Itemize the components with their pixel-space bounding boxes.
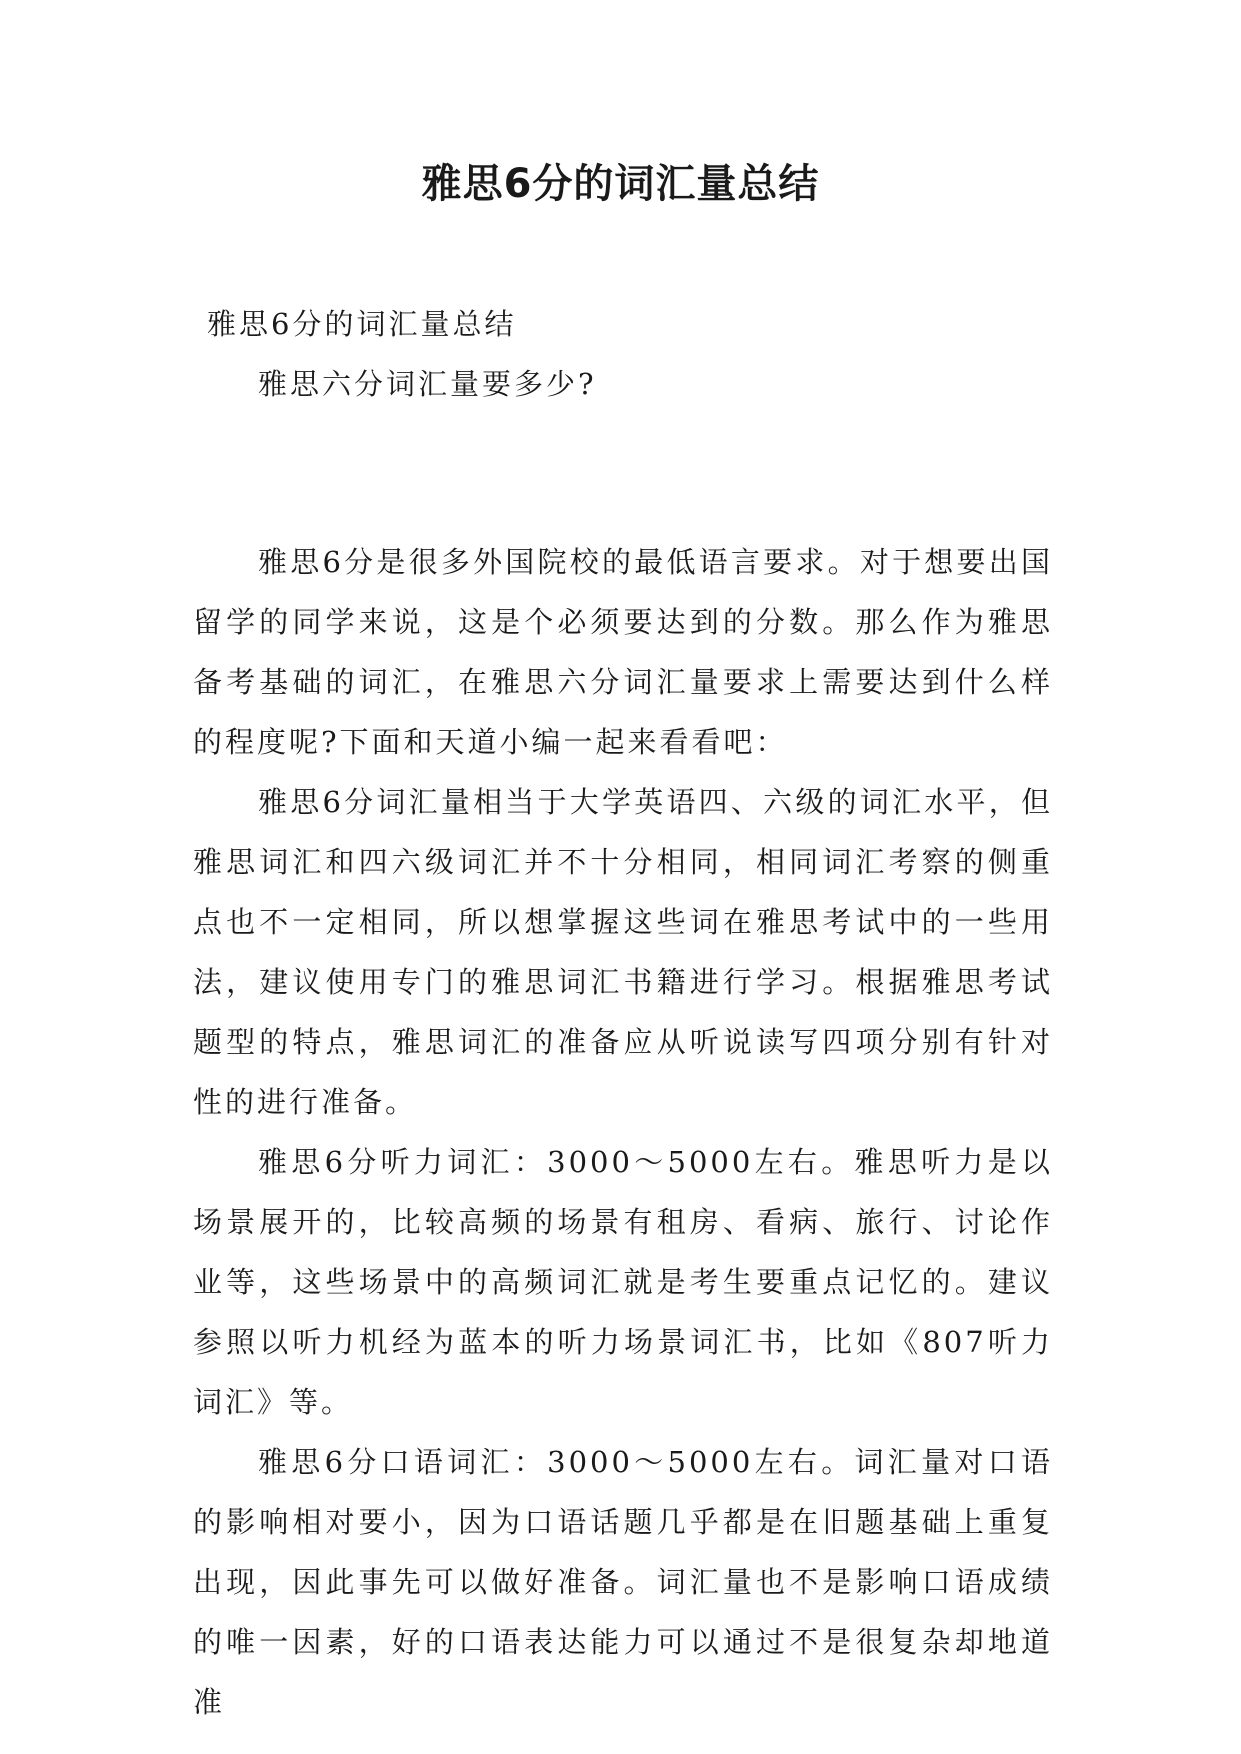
- paragraph-spacer: [193, 414, 1053, 532]
- paragraph-intro: 雅思6分是很多外国院校的最低语言要求。对于想要出国留学的同学来说，这是个必须要达到的分数。那么作为雅思备考基础的词汇，在雅思六分词汇量要求上需要达到什么样的程度呢?下面和天道小编一起来看看吧：: [193, 545, 1053, 759]
- document-title: 雅思6分的词汇量总结: [421, 161, 820, 207]
- paragraph-vocab-level: 雅思6分词汇量相当于大学英语四、六级的词汇水平，但雅思词汇和四六级词汇并不十分相同，相同词汇考察的侧重点也不一定相同，所以想掌握这些词在雅思考试中的一些用法，建议使用专门的雅思词汇书籍进行学习。根据雅思考试题型的特点，雅思词汇的准备应从听说读写四项分别有针对性的进行准备。: [193, 785, 1053, 1119]
- paragraph-listening-vocab: 雅思6分听力词汇：3000～5000左右。雅思听力是以场景展开的，比较高频的场景有租房、看病、旅行、讨论作业等，这些场景中的高频词汇就是考生要重点记忆的。建议参照以听力机经为蓝本的听力场景词汇书，比如《807听力词汇》等。: [193, 1145, 1053, 1419]
- paragraph-speaking-vocab: 雅思6分口语词汇：3000～5000左右。词汇量对口语的影响相对要小，因为口语话题几乎都是在旧题基础上重复出现，因此事先可以做好准备。词汇量也不是影响口语成绩的唯一因素，好的口语表达能力可以通过不是很复杂却地道准: [193, 1445, 1053, 1719]
- document-subtitle: 雅思6分的词汇量总结: [207, 307, 517, 341]
- section-question: 雅思六分词汇量要多少?: [258, 367, 597, 401]
- document-body: [193, 294, 1053, 1732]
